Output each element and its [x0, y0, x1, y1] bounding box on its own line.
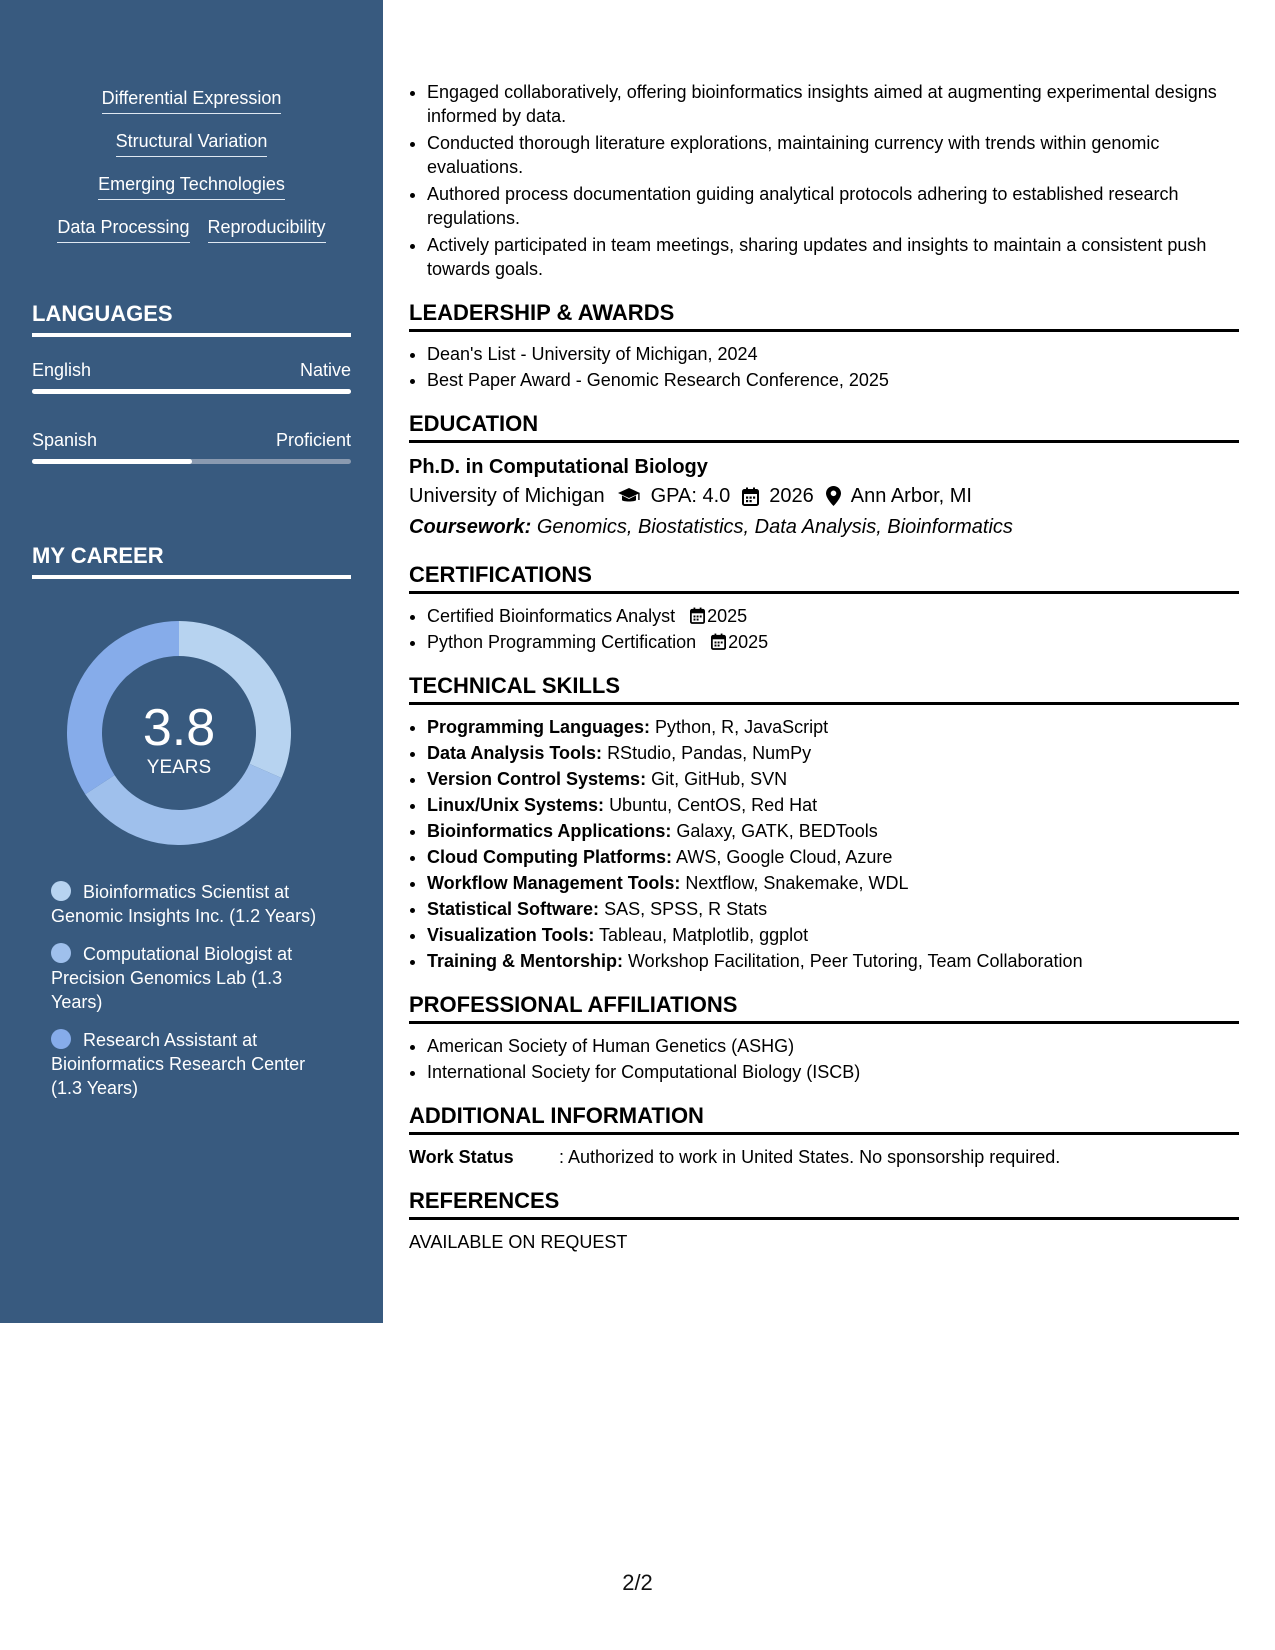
skill-label: Statistical Software: — [427, 899, 600, 919]
additional-heading: ADDITIONAL INFORMATION — [409, 1102, 1239, 1135]
education-year: 2026 — [769, 485, 814, 507]
coursework-label: Coursework: — [409, 516, 532, 538]
career-text: Computational Biologist at Precision Genomics Lab (1.3 Years) — [51, 944, 293, 1012]
awards-list — [409, 342, 1239, 392]
calendar-icon — [690, 607, 705, 624]
education-location: Ann Arbor, MI — [850, 485, 972, 507]
skill-value: Ubuntu, CentOS, Red Hat — [609, 795, 818, 815]
affiliations-heading: PROFESSIONAL AFFILIATIONS — [409, 991, 1239, 1024]
skill-label: Linux/Unix Systems: — [427, 795, 605, 815]
career-dot — [51, 881, 71, 901]
certification-name: Certified Bioinformatics Analyst — [427, 606, 676, 626]
education-heading: EDUCATION — [409, 410, 1239, 443]
career-unit: YEARS — [146, 757, 212, 778]
skill-tags — [0, 86, 383, 258]
skill-label: Bioinformatics Applications: — [427, 821, 672, 841]
list-item: • International Society for Computational Biology (ISCB) — [427, 1060, 1239, 1084]
skill-tag[interactable]: Emerging Technologies — [98, 172, 285, 200]
skill-label: Workflow Management Tools: — [427, 873, 681, 893]
skill-value: Tableau, Matplotlib, ggplot — [599, 925, 809, 945]
skills-list — [409, 715, 1239, 973]
main-content — [409, 80, 1239, 1254]
list-item — [427, 604, 1239, 628]
list-item: • Actively participated in team meetings, sharing updates and insights to maintain a consistent push towards goals. — [427, 233, 1239, 281]
language-name: Spanish — [32, 430, 98, 450]
coursework-list: Genomics, Biostatistics, Data Analysis, Bioinformatics — [536, 516, 1013, 538]
career-dot — [51, 943, 71, 963]
list-item — [427, 923, 1239, 947]
list-item — [427, 949, 1239, 973]
list-item — [427, 793, 1239, 817]
skill-label: Data Analysis Tools: — [427, 743, 603, 763]
career-item — [51, 1028, 321, 1100]
work-status-value: : Authorized to work in United States. No sponsorship required. — [559, 1147, 1061, 1167]
skill-value: SAS, SPSS, R Stats — [604, 899, 768, 919]
sidebar — [0, 0, 383, 1323]
skill-label: Training & Mentorship: — [427, 951, 623, 971]
skill-value: Nextflow, Snakemake, WDL — [685, 873, 909, 893]
affiliations-list — [409, 1034, 1239, 1084]
language-level: Proficient — [275, 430, 351, 450]
awards-heading: LEADERSHIP & AWARDS — [409, 299, 1239, 332]
education-degree: Ph.D. in Computational Biology — [409, 456, 708, 478]
list-item: • Conducted thorough literature explorations, maintaining currency with trends within genomic evaluations. — [427, 131, 1239, 179]
language-name: English — [32, 360, 92, 380]
work-status — [409, 1145, 1239, 1169]
language-english — [32, 359, 351, 394]
skill-value: Git, GitHub, SVN — [651, 769, 788, 789]
certifications-list — [409, 604, 1239, 654]
list-item — [427, 897, 1239, 921]
list-item: • Dean's List - University of Michigan, 2024 — [427, 342, 1239, 366]
list-item: • Engaged collaboratively, offering bioinformatics insights aimed at augmenting experimental designs informed by data. — [427, 80, 1239, 128]
career-heading: MY CAREER — [32, 543, 351, 579]
career-dot — [51, 1029, 71, 1049]
coursework — [409, 511, 1239, 543]
skill-value: RStudio, Pandas, NumPy — [607, 743, 812, 763]
list-item: • American Society of Human Genetics (ASHG) — [427, 1034, 1239, 1058]
references-text: AVAILABLE ON REQUEST — [409, 1232, 628, 1252]
language-spanish — [32, 429, 351, 464]
education-details — [409, 481, 1239, 511]
language-level: Native — [299, 360, 351, 380]
certification-name: Python Programming Certification — [427, 632, 697, 652]
experience-bullets — [409, 80, 1239, 281]
calendar-icon — [711, 633, 726, 650]
skill-tag[interactable]: Differential Expression — [102, 86, 282, 114]
skill-label: Version Control Systems: — [427, 769, 647, 789]
skill-tag[interactable]: Data Processing — [57, 215, 189, 243]
language-bar — [32, 389, 351, 394]
list-item — [427, 767, 1239, 791]
career-item — [51, 942, 321, 1014]
skill-value: AWS, Google Cloud, Azure — [676, 847, 893, 867]
certifications-heading: CERTIFICATIONS — [409, 561, 1239, 594]
work-status-label: Work Status — [409, 1147, 514, 1167]
skill-tag[interactable]: Reproducibility — [208, 215, 326, 243]
education-school: University of Michigan — [409, 485, 605, 507]
list-item — [427, 741, 1239, 765]
graduation-cap-icon — [617, 487, 641, 505]
list-item: • Best Paper Award - Genomic Research Conference, 2025 — [427, 368, 1239, 392]
language-bar-fill — [32, 389, 351, 394]
list-item — [427, 715, 1239, 739]
certification-year: 2025 — [707, 606, 748, 626]
calendar-icon — [742, 487, 759, 506]
career-donut-chart — [67, 621, 291, 845]
skill-label: Visualization Tools: — [427, 925, 595, 945]
list-item — [427, 630, 1239, 654]
skill-value: Galaxy, GATK, BEDTools — [676, 821, 878, 841]
career-text: Bioinformatics Scientist at Genomic Insights Inc. (1.2 Years) — [51, 882, 317, 926]
skill-value: Python, R, JavaScript — [655, 717, 829, 737]
career-list — [51, 880, 321, 1114]
list-item: • Authored process documentation guiding analytical protocols adhering to established research regulations. — [427, 182, 1239, 230]
career-item — [51, 880, 321, 928]
skill-label: Cloud Computing Platforms: — [427, 847, 672, 867]
career-total: 3.8 — [142, 699, 216, 757]
skill-value: Workshop Facilitation, Peer Tutoring, Team Collaboration — [628, 951, 1083, 971]
languages-heading: LANGUAGES — [32, 301, 351, 337]
language-bar — [32, 459, 351, 464]
list-item — [427, 845, 1239, 869]
skills-heading: TECHNICAL SKILLS — [409, 672, 1239, 705]
career-text: Research Assistant at Bioinformatics Research Center (1.3 Years) — [51, 1030, 306, 1098]
page-number: 2/2 — [622, 1570, 653, 1595]
language-bar-fill — [32, 459, 192, 464]
map-pin-icon — [826, 486, 841, 506]
references-heading: REFERENCES — [409, 1187, 1239, 1220]
certification-year: 2025 — [728, 632, 769, 652]
list-item — [427, 819, 1239, 843]
education-gpa: GPA: 4.0 — [650, 485, 731, 507]
skill-tag[interactable]: Structural Variation — [116, 129, 268, 157]
skill-label: Programming Languages: — [427, 717, 651, 737]
list-item — [427, 871, 1239, 895]
